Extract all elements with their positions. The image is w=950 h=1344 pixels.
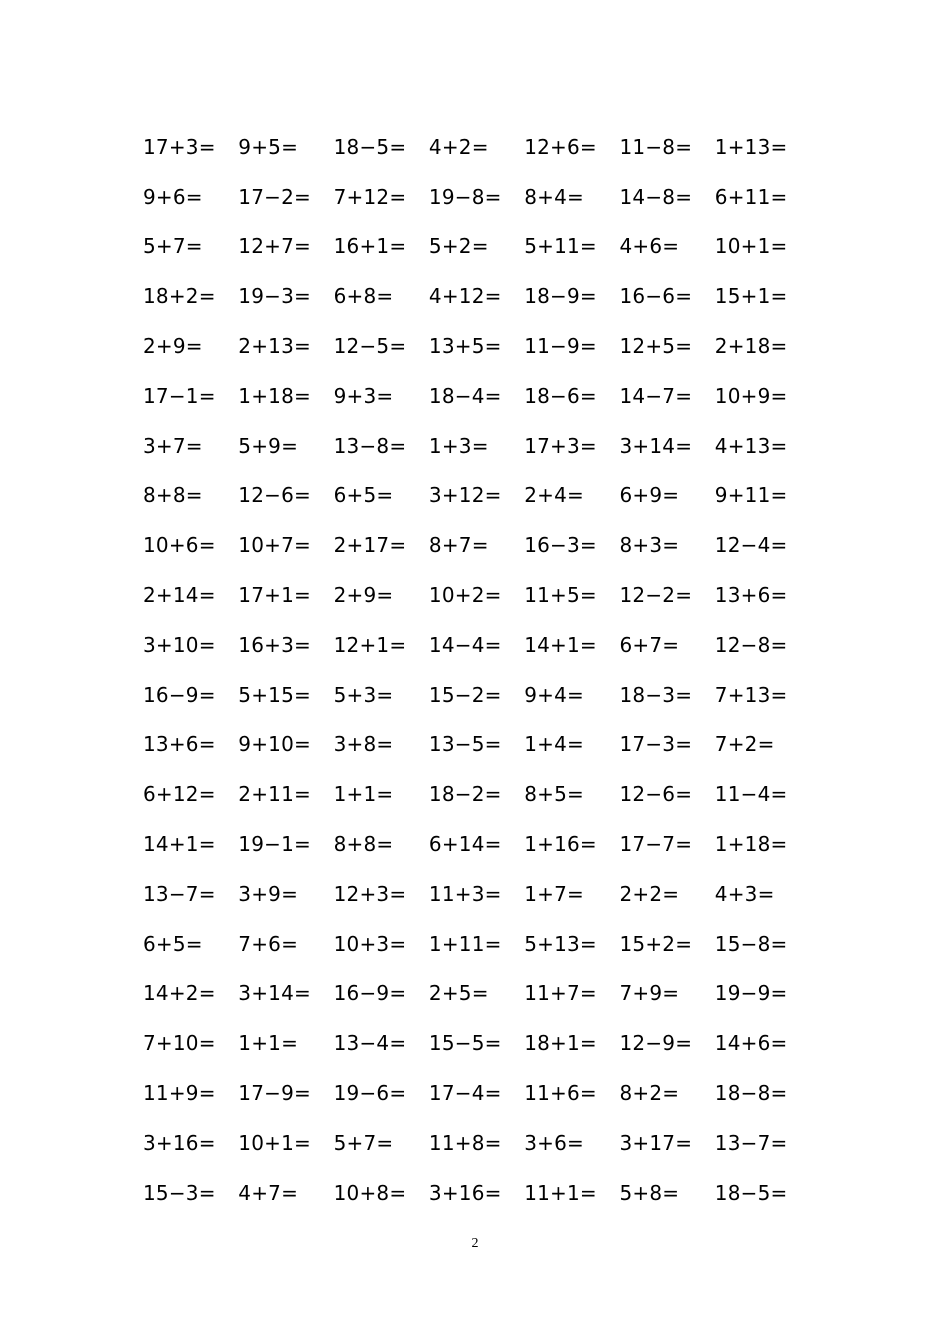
worksheet-row [143, 869, 823, 919]
equation: 12+1= [333, 632, 407, 657]
equation: 8+4= [524, 184, 584, 209]
equation: 15+2= [619, 931, 693, 956]
equation: 11−8= [619, 134, 693, 159]
equation: 3+16= [428, 1180, 502, 1205]
equation: 19−8= [428, 184, 502, 209]
worksheet-row [143, 1018, 823, 1068]
equation: 8+5= [524, 782, 584, 807]
equation: 12−5= [333, 334, 407, 359]
equation: 10+2= [428, 583, 502, 608]
equation: 13+6= [714, 583, 788, 608]
equation: 18−8= [714, 1081, 788, 1106]
worksheet-row [143, 620, 823, 670]
equation: 10+1= [714, 234, 788, 259]
equation: 12−4= [714, 533, 788, 558]
equation: 3+10= [143, 632, 216, 657]
equation: 13+5= [428, 334, 502, 359]
equation: 3+16= [143, 1130, 216, 1155]
equation: 9+10= [238, 732, 311, 757]
equation: 13−5= [428, 732, 502, 757]
equation: 16+3= [238, 632, 311, 657]
equation: 9+4= [524, 682, 584, 707]
equation: 13−8= [333, 433, 407, 458]
equation: 9+11= [714, 483, 788, 508]
equation: 11+6= [524, 1081, 597, 1106]
equation: 12−6= [238, 483, 311, 508]
equation: 7+2= [714, 732, 775, 757]
worksheet-row [143, 371, 823, 421]
equation: 10+8= [333, 1180, 407, 1205]
equation: 12−9= [619, 1031, 693, 1056]
equation: 19−9= [714, 981, 788, 1006]
equation: 18−4= [428, 383, 502, 408]
equation: 15−5= [428, 1031, 502, 1056]
equation: 14+1= [524, 632, 597, 657]
equation: 14+2= [143, 981, 216, 1006]
worksheet-row [143, 271, 823, 321]
equation: 7+10= [143, 1031, 216, 1056]
worksheet-row [143, 1068, 823, 1118]
equation: 7+9= [619, 981, 680, 1006]
equation: 18−5= [333, 134, 407, 159]
equation: 17−9= [238, 1081, 311, 1106]
equation: 13−7= [143, 881, 216, 906]
equation: 12+6= [524, 134, 597, 159]
equation: 2+4= [524, 483, 584, 508]
equation: 8+8= [333, 832, 394, 857]
equation: 5+13= [524, 931, 597, 956]
equation: 5+7= [333, 1130, 394, 1155]
equation: 10+6= [143, 533, 216, 558]
equation: 18−9= [524, 284, 597, 309]
equation: 4+2= [428, 134, 489, 159]
equation: 1+7= [524, 881, 584, 906]
equation: 8+8= [143, 483, 203, 508]
equation: 4+3= [714, 881, 775, 906]
equation: 7+13= [714, 682, 788, 707]
equation: 2+11= [238, 782, 311, 807]
equation: 1+18= [714, 832, 788, 857]
equation: 5+11= [524, 234, 597, 259]
worksheet-row [143, 1168, 823, 1218]
equation: 16−6= [619, 284, 693, 309]
equation: 14−8= [619, 184, 693, 209]
equation: 1+1= [333, 782, 394, 807]
equation: 11+3= [428, 881, 502, 906]
equation: 15−2= [428, 682, 502, 707]
equation: 18−3= [619, 682, 693, 707]
equation: 5+8= [619, 1180, 680, 1205]
worksheet-row [143, 122, 823, 172]
equation: 3+8= [333, 732, 394, 757]
equation: 1+3= [428, 433, 489, 458]
equation: 18−2= [428, 782, 502, 807]
equation: 2+17= [333, 533, 407, 558]
equation: 17−1= [143, 383, 216, 408]
equation: 6+11= [714, 184, 788, 209]
equation: 11+8= [428, 1130, 502, 1155]
worksheet-row [143, 421, 823, 471]
equation: 10+3= [333, 931, 407, 956]
equation: 3+14= [238, 981, 311, 1006]
equation: 19−1= [238, 832, 311, 857]
equation: 9+6= [143, 184, 203, 209]
worksheet-row [143, 321, 823, 371]
equation: 2+14= [143, 583, 216, 608]
equation: 6+12= [143, 782, 216, 807]
equation: 15−8= [714, 931, 788, 956]
equation: 12−2= [619, 583, 693, 608]
equation: 1+1= [238, 1031, 299, 1056]
equation: 11+5= [524, 583, 597, 608]
equation: 17−2= [238, 184, 311, 209]
equation: 6+7= [619, 632, 680, 657]
equation: 4+7= [238, 1180, 299, 1205]
equation: 16−9= [143, 682, 216, 707]
equation: 14−4= [428, 632, 502, 657]
equation: 17+3= [143, 134, 216, 159]
equation: 2+2= [619, 881, 680, 906]
equation: 5+15= [238, 682, 311, 707]
equation: 6+14= [428, 832, 502, 857]
worksheet-row [143, 969, 823, 1019]
equation: 19−6= [333, 1081, 407, 1106]
equation: 2+9= [143, 334, 203, 359]
equation: 4+13= [714, 433, 788, 458]
equation: 5+2= [428, 234, 489, 259]
equation: 3+7= [143, 433, 203, 458]
worksheet-row [143, 769, 823, 819]
equation: 14+6= [714, 1031, 788, 1056]
equation: 13−4= [333, 1031, 407, 1056]
equation: 3+6= [524, 1130, 584, 1155]
equation: 8+2= [619, 1081, 680, 1106]
equation: 12−6= [619, 782, 693, 807]
equation: 17+3= [524, 433, 597, 458]
equation: 15+1= [714, 284, 788, 309]
equation: 17−4= [428, 1081, 502, 1106]
equation: 9+3= [333, 383, 394, 408]
equation: 2+13= [238, 334, 311, 359]
equation: 17−3= [619, 732, 693, 757]
equation: 11+7= [524, 981, 597, 1006]
equation: 5+7= [143, 234, 203, 259]
equation: 1+11= [428, 931, 502, 956]
equation: 10+1= [238, 1130, 311, 1155]
equation: 2+5= [428, 981, 489, 1006]
equation: 13−7= [714, 1130, 788, 1155]
equation: 11−9= [524, 334, 597, 359]
equation: 2+9= [333, 583, 394, 608]
equation: 12+3= [333, 881, 407, 906]
equation: 6+9= [619, 483, 680, 508]
equation: 17−7= [619, 832, 693, 857]
worksheet-row [143, 819, 823, 869]
equation: 1+16= [524, 832, 597, 857]
worksheet-row [143, 670, 823, 720]
equation: 6+5= [143, 931, 203, 956]
worksheet-row [143, 520, 823, 570]
equation: 7+12= [333, 184, 407, 209]
equation: 6+5= [333, 483, 394, 508]
equation: 14−7= [619, 383, 693, 408]
equation: 11+1= [524, 1180, 597, 1205]
equation: 1+4= [524, 732, 584, 757]
equation: 18−5= [714, 1180, 788, 1205]
equation: 14+1= [143, 832, 216, 857]
equation: 2+18= [714, 334, 788, 359]
equation: 3+12= [428, 483, 502, 508]
equation: 4+6= [619, 234, 680, 259]
worksheet-row [143, 919, 823, 969]
equation: 16−9= [333, 981, 407, 1006]
equation: 15−3= [143, 1180, 216, 1205]
worksheet-row [143, 471, 823, 521]
worksheet-row [143, 720, 823, 770]
page-number: 2 [471, 1236, 479, 1251]
equation: 5+3= [333, 682, 394, 707]
equation: 11+9= [143, 1081, 216, 1106]
equation: 7+6= [238, 931, 299, 956]
equation: 12+5= [619, 334, 693, 359]
worksheet-row [143, 1118, 823, 1168]
equation: 5+9= [238, 433, 299, 458]
arithmetic-worksheet [143, 122, 823, 1218]
equation: 3+17= [619, 1130, 693, 1155]
equation: 1+13= [714, 134, 788, 159]
equation: 1+18= [238, 383, 311, 408]
equation: 12−8= [714, 632, 788, 657]
equation: 10+7= [238, 533, 311, 558]
equation: 6+8= [333, 284, 394, 309]
equation: 8+3= [619, 533, 680, 558]
equation: 10+9= [714, 383, 788, 408]
worksheet-row [143, 570, 823, 620]
equation: 3+9= [238, 881, 299, 906]
equation: 18−6= [524, 383, 597, 408]
worksheet-row [143, 172, 823, 222]
equation: 16−3= [524, 533, 597, 558]
equation: 12+7= [238, 234, 311, 259]
equation: 11−4= [714, 782, 788, 807]
equation: 18+1= [524, 1031, 597, 1056]
equation: 18+2= [143, 284, 216, 309]
worksheet-row [143, 222, 823, 272]
equation: 16+1= [333, 234, 407, 259]
equation: 3+14= [619, 433, 693, 458]
equation: 19−3= [238, 284, 311, 309]
equation: 8+7= [428, 533, 489, 558]
equation: 13+6= [143, 732, 216, 757]
equation: 4+12= [428, 284, 502, 309]
equation: 9+5= [238, 134, 299, 159]
equation: 17+1= [238, 583, 311, 608]
